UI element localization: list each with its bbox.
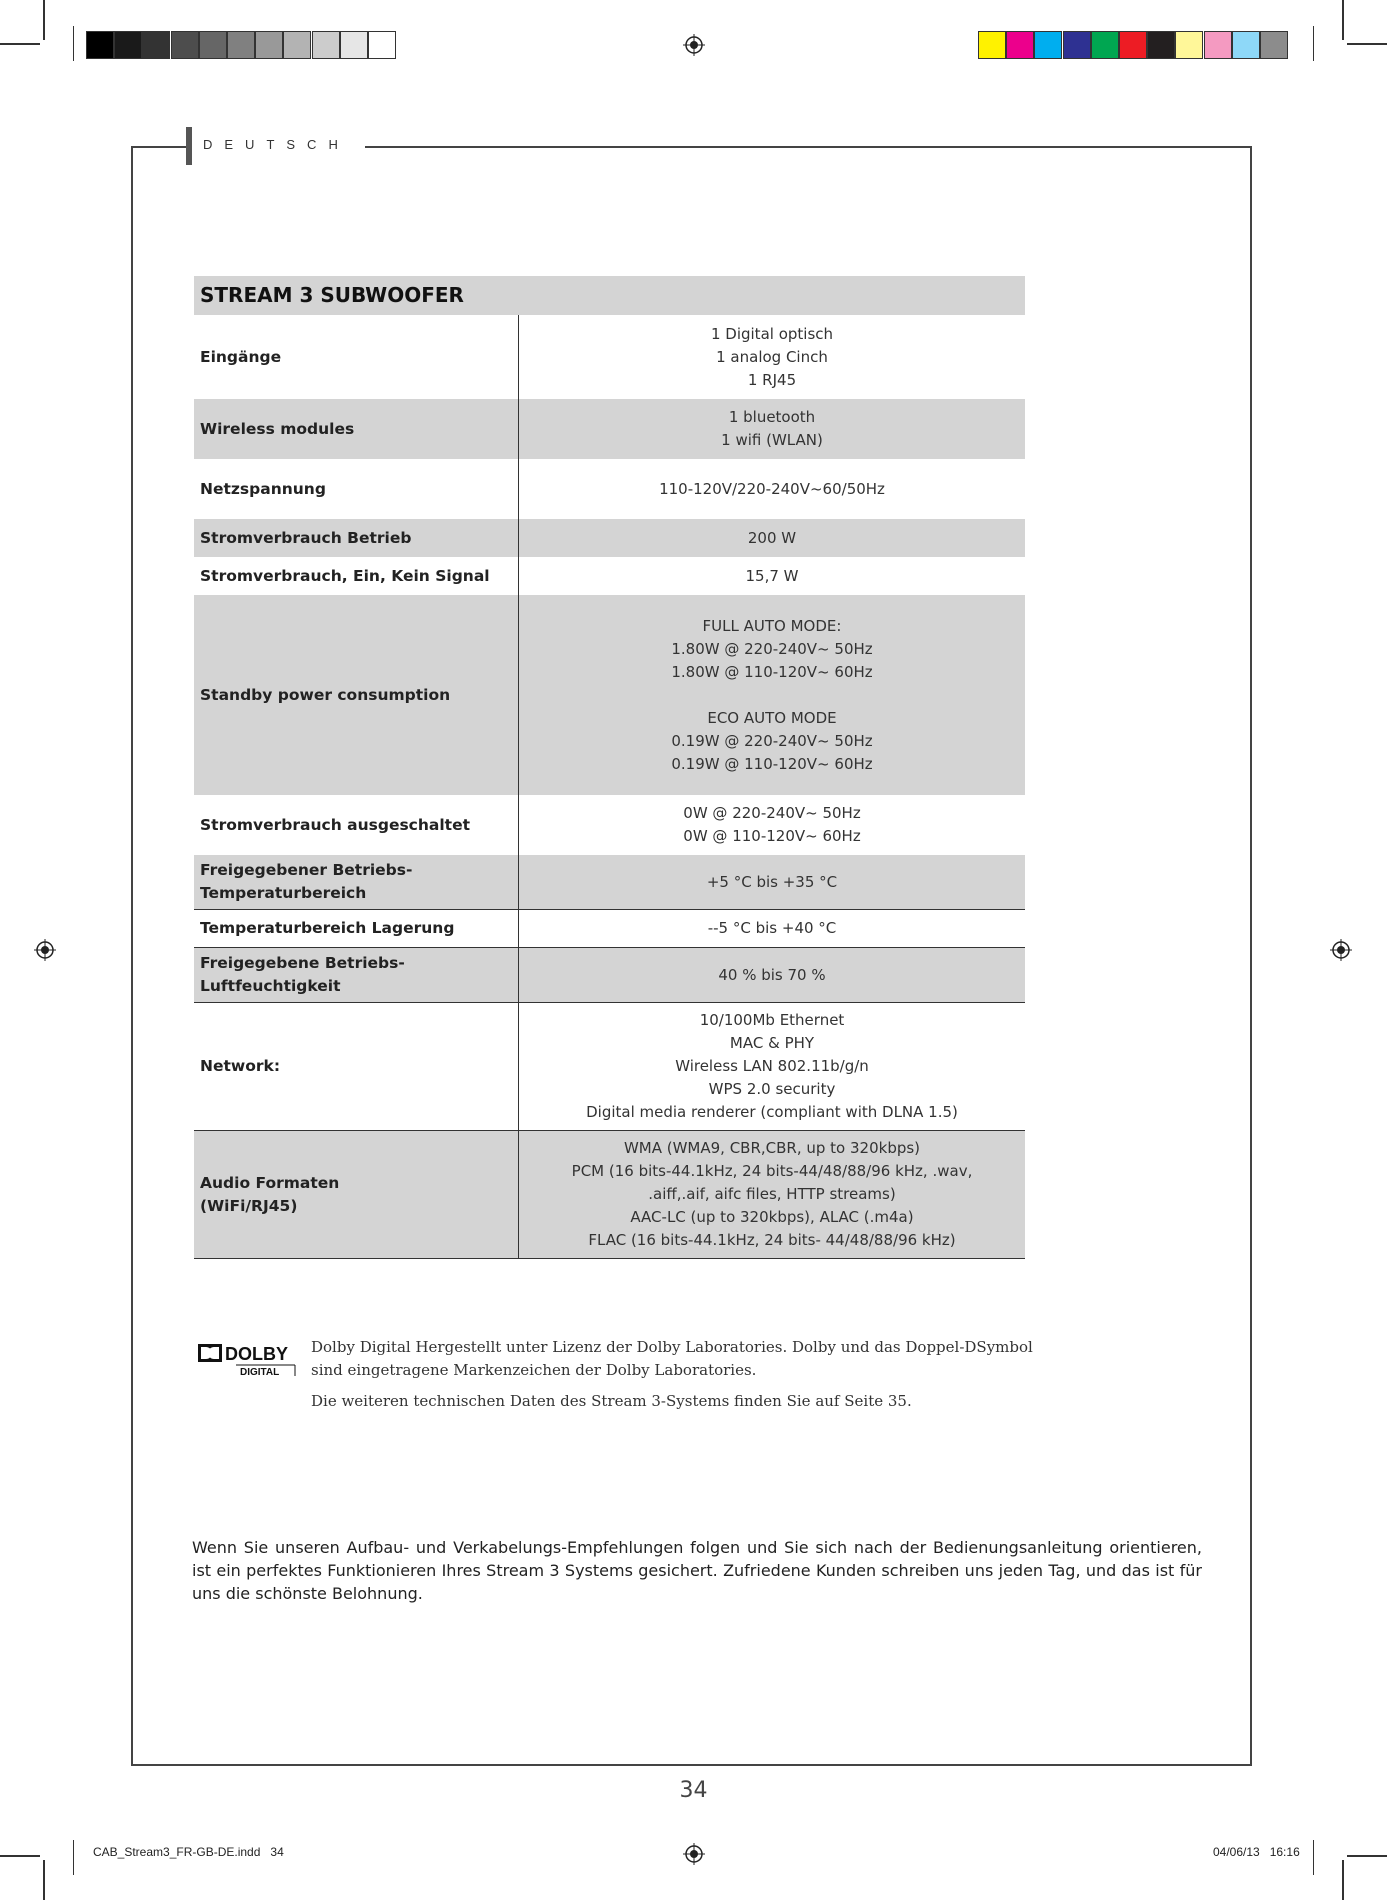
gray-swatch [227, 31, 255, 59]
slug-date: 04/06/13 16:16 [1213, 1845, 1300, 1859]
spec-label: Wireless modules [194, 399, 519, 459]
spec-label: Standby power consumption [194, 595, 519, 795]
frame-top-line [131, 146, 186, 148]
spec-value: 0W @ 220-240V~ 50Hz 0W @ 110-120V~ 60Hz [683, 804, 861, 845]
spec-value: 40 % bis 70 % [519, 948, 1026, 1003]
table-row [194, 399, 1025, 459]
gray-swatch [368, 31, 396, 59]
spec-value: 1 bluetooth 1 wifi (WLAN) [519, 399, 1026, 459]
color-swatch [1091, 31, 1119, 59]
frame-top-line [365, 146, 1252, 148]
spec-value: FULL AUTO MODE: 1.80W @ 220-240V~ 50Hz 1.80W @ 110-120V~ 60Hz ECO AUTO MODE 0.19W @ 220-240V~ 50Hz 0.19W @ 110-120V~ 60Hz [519, 595, 1026, 795]
gray-swatch [283, 31, 311, 59]
gray-swatch [171, 31, 199, 59]
language-label: DEUTSCH [203, 137, 350, 152]
slug-filename: CAB_Stream3_FR-GB-DE.indd 34 [93, 1845, 284, 1859]
dolby-digital-logo [198, 1342, 298, 1378]
dolby-license-text: Dolby Digital Hergestellt unter Lizenz der Dolby Laboratories. Dolby und das Doppel-DSymbol sind eingetragene Markenzeichen der Dolby Laboratories. [311, 1338, 1033, 1379]
spec-value: +5 °C bis +35 °C [519, 855, 1026, 910]
gray-swatch [86, 31, 114, 59]
registration-mark-icon [1330, 939, 1352, 961]
spec-label: Stromverbrauch, Ein, Kein Signal [194, 557, 519, 595]
dolby-notice [311, 1336, 1056, 1421]
spec-value: --5 °C bis +40 °C [519, 910, 1026, 948]
language-tab-marker [186, 127, 192, 165]
registration-mark-icon [683, 34, 705, 56]
spec-label: Netzspannung [194, 459, 519, 519]
color-swatch [1006, 31, 1034, 59]
spec-value: 1 Digital optisch 1 analog Cinch 1 RJ45 [710, 324, 834, 389]
crop-mark [43, 0, 45, 40]
spec-label: Temperaturbereich Lagerung [194, 910, 519, 948]
svg-text:DIGITAL: DIGITAL [240, 1367, 280, 1378]
table-row [194, 519, 1025, 557]
table-row [194, 1003, 1025, 1131]
table-row [194, 910, 1025, 948]
crop-mark [0, 43, 40, 45]
spec-table [194, 276, 1025, 1259]
color-swatch [1034, 31, 1062, 59]
color-swatch [1204, 31, 1232, 59]
spec-value: WMA (WMA9, CBR,CBR, up to 320kbps) PCM (16 bits-44.1kHz, 24 bits-44/48/88/96 kHz, .wav, .aiff,.aif, aifc files, HTTP streams) AAC-LC (up to 320kbps), ALAC (.m4a) FLAC (16 bits-44.1kHz, 24 bits- 44/48/88/96 kHz) [519, 1131, 1026, 1259]
gray-swatch [142, 31, 170, 59]
gray-swatch [114, 31, 142, 59]
spec-value: 110-120V/220-240V~60/50Hz [659, 479, 885, 498]
spec-label: Audio Formaten (WiFi/RJ45) [194, 1131, 519, 1259]
gray-swatch [340, 31, 368, 59]
spec-label: Freigegebener Betriebs-Temperaturbereich [194, 855, 519, 910]
gray-swatch [199, 31, 227, 59]
crop-mark [1347, 1855, 1387, 1857]
crop-mark [43, 1860, 45, 1900]
spec-value: 200 W [519, 519, 1026, 557]
table-row [194, 459, 1025, 519]
spec-label: Eingänge [194, 315, 519, 399]
table-row [194, 948, 1025, 1003]
table-row [194, 557, 1025, 595]
color-swatch [1260, 31, 1288, 59]
crop-mark [1313, 1840, 1314, 1875]
crop-mark [0, 1855, 40, 1857]
spec-label: Stromverbrauch ausgeschaltet [194, 795, 519, 855]
registration-mark-icon [34, 939, 56, 961]
spec-value: 10/100Mb Ethernet MAC & PHY Wireless LAN 802.11b/g/n WPS 2.0 security Digital media renderer (compliant with DLNA 1.5) [519, 1003, 1026, 1131]
color-swatch [1175, 31, 1203, 59]
color-swatch [1119, 31, 1147, 59]
registration-mark-icon [683, 1843, 705, 1865]
color-swatch [978, 31, 1006, 59]
spec-value: 15,7 W [745, 566, 799, 585]
table-row [194, 1131, 1025, 1259]
more-info-text: Die weiteren technischen Daten des Stream 3-Systems finden Sie auf Seite 35. [311, 1392, 912, 1410]
gray-swatch [255, 31, 283, 59]
table-row [194, 315, 1025, 399]
crop-mark [73, 1840, 74, 1875]
crop-mark [73, 26, 74, 61]
crop-mark [1347, 43, 1387, 45]
table-row [194, 795, 1025, 855]
spec-label: Stromverbrauch Betrieb [194, 519, 519, 557]
color-swatch [1147, 31, 1175, 59]
crop-mark [1313, 26, 1314, 61]
closing-paragraph: Wenn Sie unseren Aufbau- und Verkabelungs-Empfehlungen folgen und Sie sich nach der Bedienungsanleitung orientieren, ist ein perfektes Funktionieren Ihres Stream 3 Systems gesichert. Zufriedene Kunden schreiben uns jeden Tag, und das ist für uns die schönste Belohnung. [192, 1538, 1202, 1603]
svg-text:DOLBY: DOLBY [225, 1344, 288, 1364]
crop-mark [1342, 1860, 1344, 1900]
spec-label: Freigegebene Betriebs-Luftfeuchtigkeit [194, 948, 519, 1003]
table-row [194, 855, 1025, 910]
table-title: STREAM 3 SUBWOOFER [194, 276, 1025, 315]
spec-label: Network: [194, 1003, 519, 1131]
color-swatch [1063, 31, 1091, 59]
color-swatch [1232, 31, 1260, 59]
table-row [194, 595, 1025, 795]
gray-swatch [312, 31, 340, 59]
page-number: 34 [679, 1778, 708, 1803]
crop-mark [1342, 0, 1344, 40]
